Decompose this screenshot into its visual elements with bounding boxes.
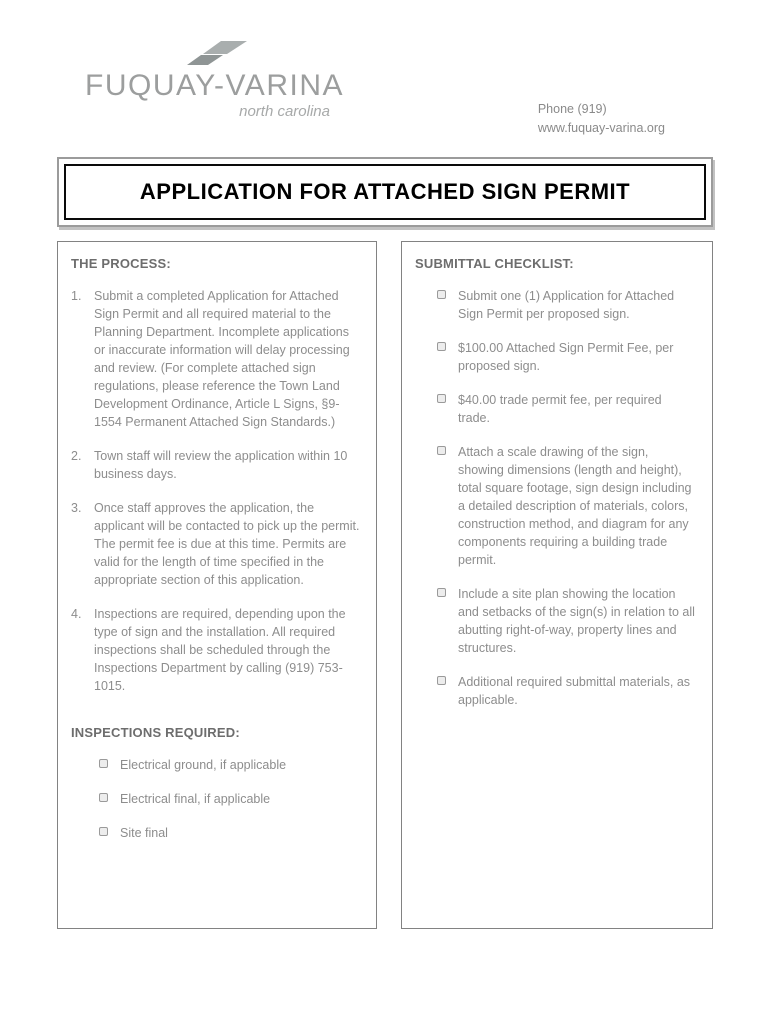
content-columns — [57, 241, 713, 929]
checkbox-icon[interactable] — [437, 446, 446, 455]
inspection-item — [99, 824, 363, 842]
checklist-item-label: Attach a scale drawing of the sign, showing dimensions (length and height), total square footage, sign design including a detailed description of materials, colors, construction method, and diagram for any components requiring a building trade permit. — [458, 444, 692, 567]
checklist-panel — [401, 241, 713, 929]
checklist-item-label: Include a site plan showing the location and setbacks of the sign(s) in relation to all abutting right-of-way, property lines and structures. — [458, 586, 695, 655]
inspection-item-label: Site final — [120, 825, 168, 840]
checklist-item-label: Submit one (1) Application for Attached Sign Permit per proposed sign. — [458, 288, 675, 321]
checkbox-icon[interactable] — [99, 827, 108, 836]
checklist-item — [437, 673, 699, 709]
checkbox-icon[interactable] — [437, 588, 446, 597]
checklist-item-label: $100.00 Attached Sign Permit Fee, per proposed sign. — [458, 340, 674, 373]
checklist-item — [437, 585, 699, 657]
inspection-item-label: Electrical final, if applicable — [120, 791, 271, 806]
process-item-number: 4. — [71, 606, 82, 621]
checkbox-icon[interactable] — [437, 342, 446, 351]
checklist-heading: SUBMITTAL CHECKLIST: — [415, 255, 574, 271]
process-item-text: Inspections are required, depending upon the type of sign and the installation. All required inspections shall be scheduled through the Inspections Department by calling (919) 753-1015. — [94, 606, 346, 693]
fuquay-varina-logo — [85, 38, 344, 120]
contact-info — [538, 100, 665, 139]
checkbox-icon[interactable] — [99, 793, 108, 802]
process-item — [71, 499, 363, 589]
process-item-number: 1. — [71, 288, 82, 303]
inspection-item-label: Electrical ground, if applicable — [120, 757, 287, 772]
logo-main-text: FUQUAY-VARINA — [85, 69, 344, 102]
process-panel — [57, 241, 377, 929]
inspections-heading: INSPECTIONS REQUIRED: — [71, 724, 240, 740]
website-link[interactable]: www.fuquay-varina.org — [537, 121, 665, 136]
process-item — [71, 447, 363, 483]
checklist-item — [437, 287, 699, 323]
checklist-item — [437, 443, 699, 569]
checkbox-icon[interactable] — [99, 759, 108, 768]
process-item — [71, 287, 363, 431]
logo-swoosh-icon — [181, 38, 253, 68]
checkbox-icon[interactable] — [437, 676, 446, 685]
inspection-item — [99, 790, 363, 808]
checkbox-icon[interactable] — [437, 394, 446, 403]
page-header — [57, 38, 713, 157]
checklist-item-label: $40.00 trade permit fee, per required trade. — [458, 392, 662, 425]
process-item-number: 3. — [71, 500, 82, 515]
logo-sub-text: north carolina — [239, 102, 330, 120]
process-item-text: Once staff approves the application, the applicant will be contacted to pick up the permit. The permit fee is due at this time. Permits are valid for the length of time specified in the appropriate section of this application. — [94, 500, 360, 587]
process-heading: THE PROCESS: — [71, 255, 171, 271]
inspection-item — [99, 756, 363, 774]
process-item-text: Town staff will review the application within 10 business days. — [94, 448, 348, 481]
title-banner — [57, 157, 713, 227]
checklist-item — [437, 339, 699, 375]
process-item-number: 2. — [71, 448, 82, 463]
process-item — [71, 605, 363, 695]
process-item-text: Submit a completed Application for Attached Sign Permit and all required material to the Planning Department. Incomplete applications or inaccurate information will delay processing and review. (For complete attached sign regulations, please reference the Town Land Development Ordinance, Article L Signs, §9-1554 Permanent Attached Sign Standards.) — [94, 288, 350, 429]
checkbox-icon[interactable] — [437, 290, 446, 299]
checklist-item — [437, 391, 699, 427]
checklist-item-label: Additional required submittal materials, as applicable. — [458, 674, 691, 707]
page-title: APPLICATION FOR ATTACHED SIGN PERMIT — [64, 164, 706, 220]
phone-text: Phone (919) — [537, 102, 607, 116]
